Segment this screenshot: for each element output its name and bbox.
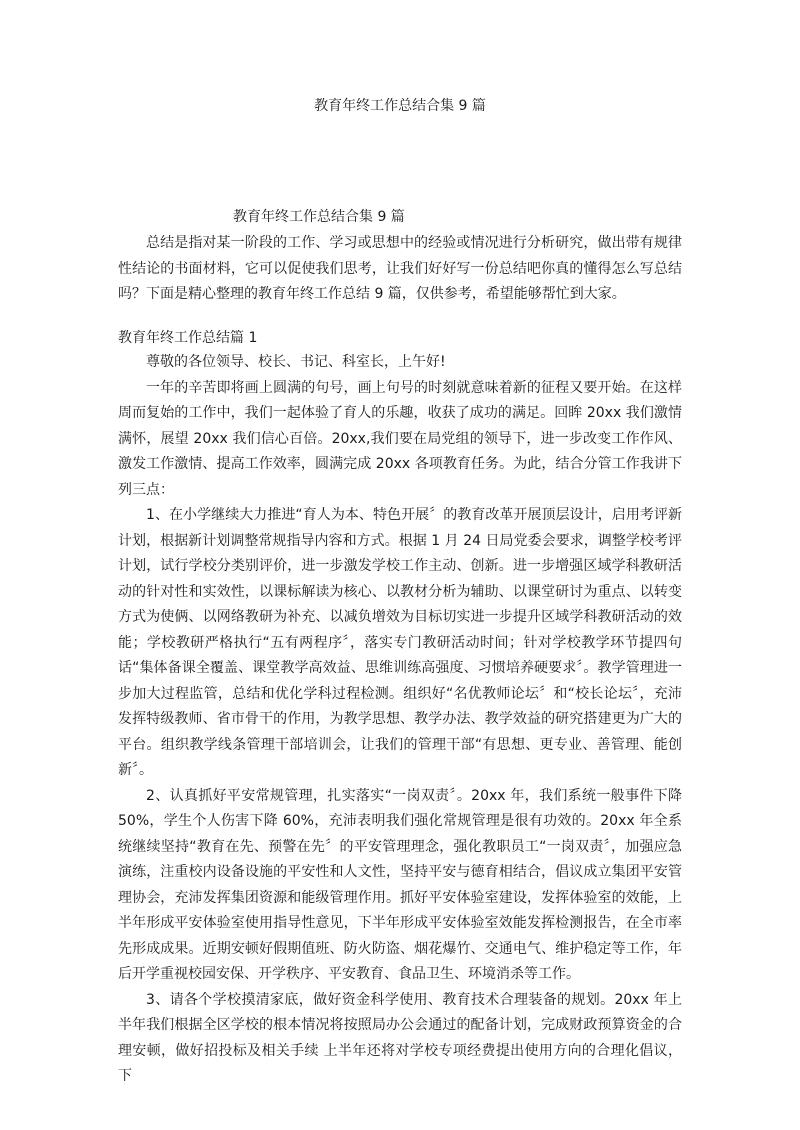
document-title: 教育年终工作总结合集 9 篇 (233, 209, 405, 225)
page-header-title: 教育年终工作总结合集 9 篇 (314, 98, 486, 114)
body-paragraph: 1、在小学继续大力推进“育人为本、特色开展〞的教育改革开展顶层设计，启用考评新计划，根据新计划调整常规指导内容和方式。根据 1 月 24 日局党委会要求，调整学校考评计划，试行学校分类别评价，进一步激发学校工作主动、创新。进一步增强区域学科教研活动的针对性和实效性，以课标解读为核心、以教材分析为辅助、以课堂研讨为重点、以转变方式为使俩、以网络教研为补充、以减负增效为目标切实进一步提升区域学科教研活动的效能；学校教研严格执行“五有两程序〞，落实专门教研活动时间；针对学校教学环节提四句话“集体备课全覆盖、课堂教学高效益、思维训练高强度、习惯培养硬要求〞。教学管理进一步加大过程监管，总结和优化学科过程检测。组织好“名优教师论坛〞和“校长论坛〞，充沛发挥特级教师、省市骨干的作用，为教学思想、教学办法、教学效益的研究搭建更为广大的平台。组织教学线条管理干部培训会，让我们的管理干部“有思想、更专业、善管理、能创新〞。 (118, 507, 682, 778)
section-heading: 教育年终工作总结篇 1 (118, 330, 258, 346)
body-paragraph: 一年的辛苦即将画上圆满的句号，画上句号的时刻就意味着新的征程又要开始。在这样周而复始的工作中，我们一起体验了育人的乐趣，收获了成功的满足。回眸 20xx 我们激情满怀，展望 20xx 我们信心百倍。20xx,我们要在局党组的领导下，进一步改变工作作风、激发工作激情、提高工作效率，圆满完成 20xx 各项教育任务。为此，结合分管工作我讲下列三点： (118, 379, 682, 498)
body-paragraph: 2、认真抓好平安常规管理，扎实落实“一岗双责〞。20xx 年，我们系统一般事件下降 50%，学生个人伤害下降 60%，充沛表明我们强化常规管理是很有功效的。20xx 年全系统继续坚持“教育在先、预警在先〞的平安管理理念，强化教职员工“一岗双责〞，加强应急演练，注重校内设备设施的平安性和人文性，坚持平安与德育相结合，倡议成立集团平安管理协会，充沛发挥集团资源和能级管理作用。抓好平安体验室建设，发挥体验室的效能，上半年形成平安体验室使用指导性意见，下半年形成平安体验室效能发挥检测报告，在全市率先形成成果。近期安顿好假期值班、防火防盗、烟花爆竹、交通电气、维护稳定等工作，年后开学重视校园安保、开学秩序、平安教育、食品卫生、环境消杀等工作。 (118, 787, 682, 982)
greeting-paragraph: 尊敬的各位领导、校长、书记、科室长，上午好! (146, 354, 446, 370)
intro-paragraph: 总结是指对某一阶段的工作、学习或思想中的经验或情况进行分析研究，做出带有规律性结论的书面材料，它可以促使我们思考，让我们好好写一份总结吧你真的懂得怎么写总结吗？下面是精心整理的教育年终工作总结 9 篇，仅供参考，希望能够帮忙到大家。 (118, 235, 682, 302)
intro-section (118, 231, 682, 308)
section-body (118, 350, 682, 1090)
body-paragraph: 3、请各个学校摸清家底，做好资金科学使用、教育技术合理装备的规划。20xx 年上半年我们根据全区学校的根本情况将按照局办公会通过的配备计划，完成财政预算资金的合理安顿，做好招投标及相关手续 上半年还将对学校专项经费提出使用方向的合理化倡议，下 (118, 991, 682, 1084)
